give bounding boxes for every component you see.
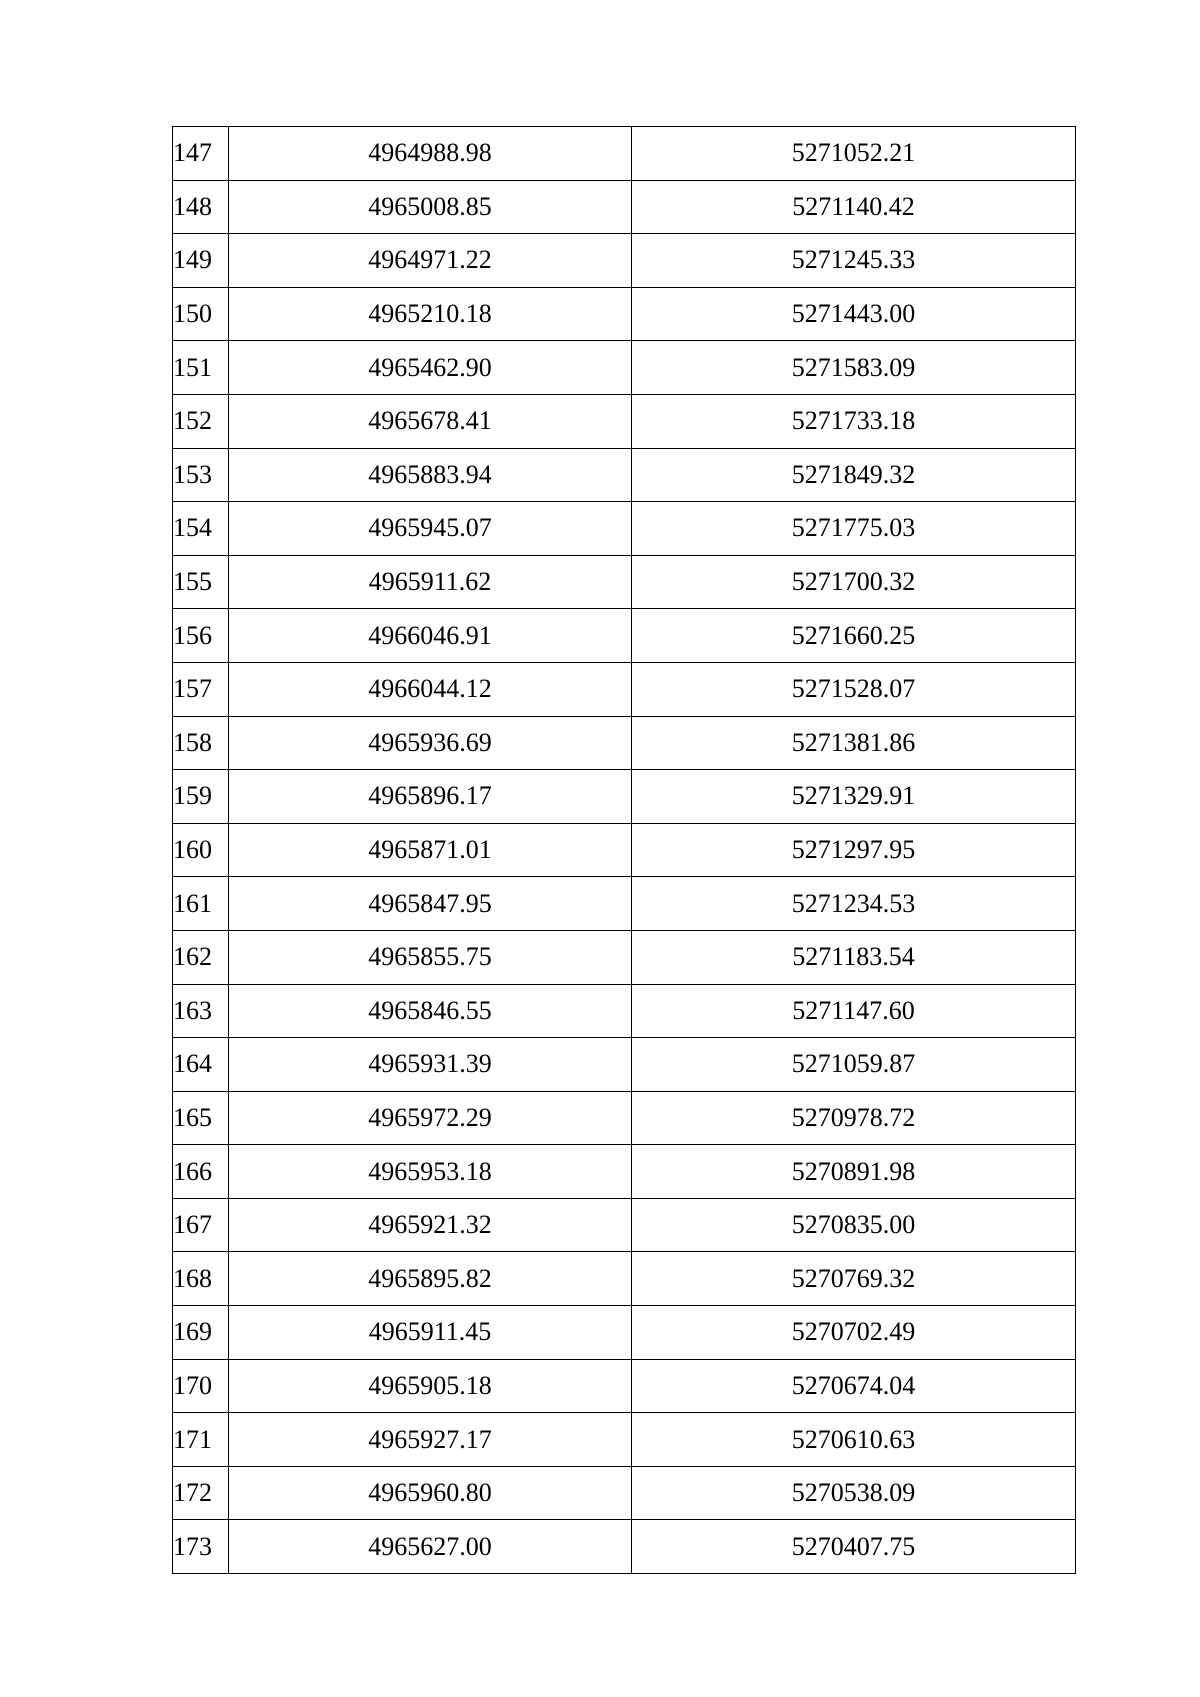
table-row xyxy=(173,448,1076,502)
point-number-cell: 147 xyxy=(173,127,229,181)
point-number-cell: 170 xyxy=(173,1359,229,1413)
y-coordinate-cell: 5271052.21 xyxy=(632,127,1076,181)
y-coordinate-cell: 5271245.33 xyxy=(632,234,1076,288)
table-row xyxy=(173,662,1076,716)
x-coordinate-cell: 4966046.91 xyxy=(229,609,632,663)
table-row xyxy=(173,877,1076,931)
point-number-cell: 164 xyxy=(173,1038,229,1092)
x-coordinate-cell: 4965896.17 xyxy=(229,770,632,824)
coordinates-table-body xyxy=(173,127,1076,1574)
table-row xyxy=(173,341,1076,395)
point-number-cell: 154 xyxy=(173,502,229,556)
x-coordinate-cell: 4965921.32 xyxy=(229,1198,632,1252)
point-number-cell: 157 xyxy=(173,662,229,716)
x-coordinate-cell: 4965210.18 xyxy=(229,287,632,341)
x-coordinate-cell: 4965462.90 xyxy=(229,341,632,395)
y-coordinate-cell: 5271849.32 xyxy=(632,448,1076,502)
point-number-cell: 167 xyxy=(173,1198,229,1252)
point-number-cell: 151 xyxy=(173,341,229,395)
table-row xyxy=(173,823,1076,877)
y-coordinate-cell: 5270538.09 xyxy=(632,1466,1076,1520)
x-coordinate-cell: 4965855.75 xyxy=(229,930,632,984)
y-coordinate-cell: 5271775.03 xyxy=(632,502,1076,556)
table-row xyxy=(173,716,1076,770)
x-coordinate-cell: 4965895.82 xyxy=(229,1252,632,1306)
point-number-cell: 171 xyxy=(173,1413,229,1467)
table-row xyxy=(173,1091,1076,1145)
point-number-cell: 159 xyxy=(173,770,229,824)
table-row xyxy=(173,1145,1076,1199)
table-row xyxy=(173,1413,1076,1467)
table-row xyxy=(173,1038,1076,1092)
point-number-cell: 169 xyxy=(173,1306,229,1360)
y-coordinate-cell: 5270769.32 xyxy=(632,1252,1076,1306)
point-number-cell: 173 xyxy=(173,1520,229,1574)
table-row xyxy=(173,1198,1076,1252)
x-coordinate-cell: 4965678.41 xyxy=(229,394,632,448)
x-coordinate-cell: 4965871.01 xyxy=(229,823,632,877)
table-row xyxy=(173,1520,1076,1574)
y-coordinate-cell: 5270702.49 xyxy=(632,1306,1076,1360)
table-row xyxy=(173,394,1076,448)
table-row xyxy=(173,180,1076,234)
table-row xyxy=(173,1252,1076,1306)
y-coordinate-cell: 5271147.60 xyxy=(632,984,1076,1038)
point-number-cell: 166 xyxy=(173,1145,229,1199)
x-coordinate-cell: 4965960.80 xyxy=(229,1466,632,1520)
y-coordinate-cell: 5271528.07 xyxy=(632,662,1076,716)
x-coordinate-cell: 4965905.18 xyxy=(229,1359,632,1413)
table-row xyxy=(173,502,1076,556)
y-coordinate-cell: 5270674.04 xyxy=(632,1359,1076,1413)
y-coordinate-cell: 5271660.25 xyxy=(632,609,1076,663)
x-coordinate-cell: 4965627.00 xyxy=(229,1520,632,1574)
x-coordinate-cell: 4965008.85 xyxy=(229,180,632,234)
point-number-cell: 152 xyxy=(173,394,229,448)
table-row xyxy=(173,984,1076,1038)
x-coordinate-cell: 4965936.69 xyxy=(229,716,632,770)
point-number-cell: 165 xyxy=(173,1091,229,1145)
x-coordinate-cell: 4965972.29 xyxy=(229,1091,632,1145)
table-row xyxy=(173,555,1076,609)
table-row xyxy=(173,770,1076,824)
y-coordinate-cell: 5271059.87 xyxy=(632,1038,1076,1092)
y-coordinate-cell: 5270610.63 xyxy=(632,1413,1076,1467)
point-number-cell: 150 xyxy=(173,287,229,341)
y-coordinate-cell: 5271329.91 xyxy=(632,770,1076,824)
point-number-cell: 162 xyxy=(173,930,229,984)
table-row xyxy=(173,609,1076,663)
x-coordinate-cell: 4965931.39 xyxy=(229,1038,632,1092)
point-number-cell: 148 xyxy=(173,180,229,234)
x-coordinate-cell: 4965953.18 xyxy=(229,1145,632,1199)
x-coordinate-cell: 4965911.62 xyxy=(229,555,632,609)
y-coordinate-cell: 5270891.98 xyxy=(632,1145,1076,1199)
y-coordinate-cell: 5271733.18 xyxy=(632,394,1076,448)
y-coordinate-cell: 5270978.72 xyxy=(632,1091,1076,1145)
x-coordinate-cell: 4966044.12 xyxy=(229,662,632,716)
point-number-cell: 149 xyxy=(173,234,229,288)
y-coordinate-cell: 5271700.32 xyxy=(632,555,1076,609)
x-coordinate-cell: 4965846.55 xyxy=(229,984,632,1038)
table-row xyxy=(173,1359,1076,1413)
y-coordinate-cell: 5271234.53 xyxy=(632,877,1076,931)
x-coordinate-cell: 4965945.07 xyxy=(229,502,632,556)
y-coordinate-cell: 5271297.95 xyxy=(632,823,1076,877)
y-coordinate-cell: 5270835.00 xyxy=(632,1198,1076,1252)
table-row xyxy=(173,287,1076,341)
x-coordinate-cell: 4965847.95 xyxy=(229,877,632,931)
point-number-cell: 158 xyxy=(173,716,229,770)
y-coordinate-cell: 5270407.75 xyxy=(632,1520,1076,1574)
x-coordinate-cell: 4965927.17 xyxy=(229,1413,632,1467)
point-number-cell: 168 xyxy=(173,1252,229,1306)
point-number-cell: 161 xyxy=(173,877,229,931)
y-coordinate-cell: 5271443.00 xyxy=(632,287,1076,341)
point-number-cell: 163 xyxy=(173,984,229,1038)
x-coordinate-cell: 4965911.45 xyxy=(229,1306,632,1360)
table-row xyxy=(173,1466,1076,1520)
table-row xyxy=(173,930,1076,984)
table-row xyxy=(173,127,1076,181)
y-coordinate-cell: 5271583.09 xyxy=(632,341,1076,395)
table-row xyxy=(173,1306,1076,1360)
point-number-cell: 153 xyxy=(173,448,229,502)
x-coordinate-cell: 4964971.22 xyxy=(229,234,632,288)
x-coordinate-cell: 4964988.98 xyxy=(229,127,632,181)
x-coordinate-cell: 4965883.94 xyxy=(229,448,632,502)
point-number-cell: 160 xyxy=(173,823,229,877)
y-coordinate-cell: 5271381.86 xyxy=(632,716,1076,770)
coordinates-table xyxy=(172,126,1076,1574)
table-row xyxy=(173,234,1076,288)
y-coordinate-cell: 5271140.42 xyxy=(632,180,1076,234)
y-coordinate-cell: 5271183.54 xyxy=(632,930,1076,984)
point-number-cell: 172 xyxy=(173,1466,229,1520)
point-number-cell: 155 xyxy=(173,555,229,609)
point-number-cell: 156 xyxy=(173,609,229,663)
